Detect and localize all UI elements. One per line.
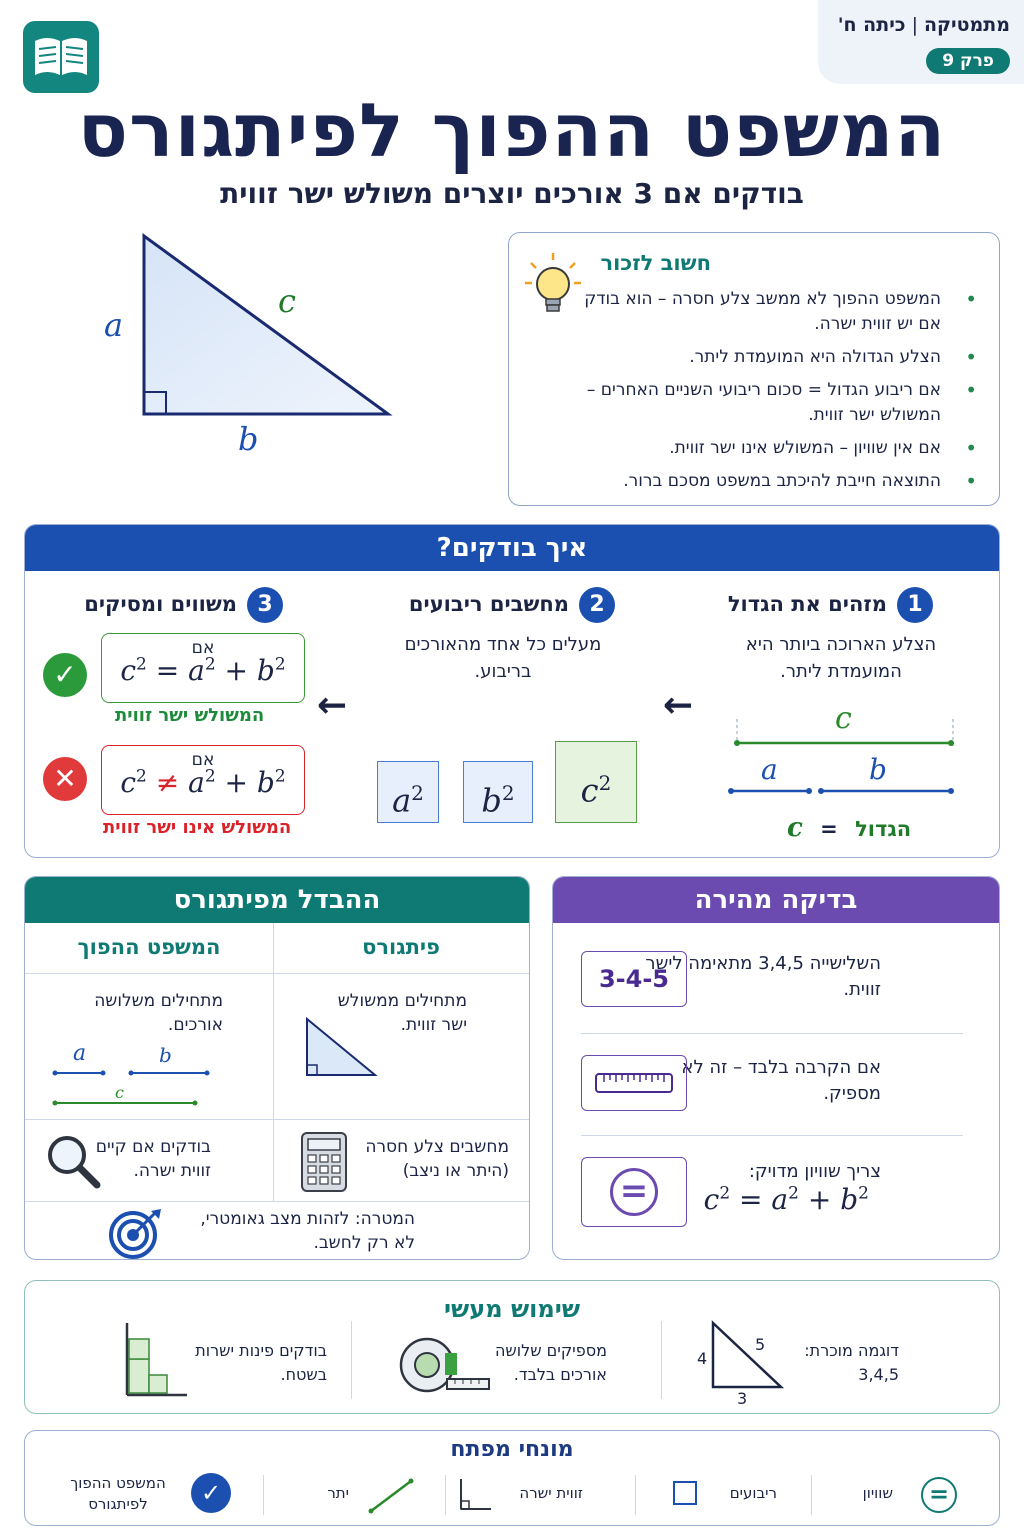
exact-equation: $c^2 = a^2 + b^2$ bbox=[703, 1183, 869, 1216]
tape-measure-icon bbox=[397, 1331, 497, 1405]
square-icon bbox=[673, 1481, 697, 1505]
remember-box bbox=[508, 232, 1000, 506]
side-4-label: 4 bbox=[697, 1349, 708, 1368]
square-b-exp: 2 bbox=[501, 781, 515, 805]
seg-a-label: a bbox=[73, 1041, 87, 1066]
diff-title: ההבדל מפיתגורס bbox=[25, 877, 529, 923]
practical-section bbox=[24, 1280, 1000, 1414]
no-label: המשולש אינו ישר זווית bbox=[103, 817, 292, 838]
page-title: המשפט ההפוך לפיתגורס bbox=[77, 88, 947, 174]
side-3-label: 3 bbox=[737, 1389, 748, 1408]
how-title: איך בודקים? bbox=[25, 525, 999, 571]
square-a bbox=[377, 761, 439, 823]
side-a-label: a bbox=[104, 306, 124, 344]
chapter-pill: פרק 9 bbox=[926, 48, 1010, 74]
equation-no-box bbox=[101, 745, 305, 815]
subject: מתמטיקה bbox=[923, 14, 1010, 36]
book-icon bbox=[23, 21, 99, 93]
ok-label: המשולש ישר זווית bbox=[115, 705, 265, 726]
exact-text: צריך שוויון מדויק: bbox=[748, 1161, 881, 1182]
tape-text: מספיקים שלושה אורכים בלבד. bbox=[494, 1341, 607, 1384]
term-hypotenuse: יתר bbox=[327, 1484, 349, 1502]
step1-c-label: c bbox=[835, 701, 852, 736]
biggest-equals: = bbox=[820, 817, 838, 841]
step1-title bbox=[728, 587, 933, 623]
seg-c-label: c bbox=[115, 1083, 124, 1102]
term-equality: שוויון bbox=[862, 1484, 893, 1502]
arrow-left-icon: ← bbox=[663, 685, 694, 726]
quick-title: בדיקה מהירה bbox=[553, 877, 999, 923]
quick-check-section bbox=[552, 876, 1000, 1260]
arrow-left-icon: ← bbox=[317, 685, 348, 726]
key-terms-section bbox=[24, 1430, 1000, 1526]
conv-check: בודקים אם קיים זווית ישרה. bbox=[95, 1137, 211, 1181]
square-c-exp: 2 bbox=[598, 771, 612, 795]
x-icon: ✕ bbox=[43, 757, 87, 801]
remember-item: • אם ריבוע הגדול = סכום ריבועי השניים האחרים – המשולש ישר זווית. bbox=[557, 378, 977, 428]
term-squares: ריבועים bbox=[729, 1484, 777, 1502]
step3-number: 3 bbox=[247, 587, 283, 623]
subject-grade: מתמטיקה|כיתה ח' bbox=[837, 14, 1010, 36]
target-icon bbox=[107, 1207, 163, 1259]
col-pythagoras: פיתגורס bbox=[362, 935, 440, 959]
biggest-label bbox=[787, 813, 911, 843]
step2-text: מעלים כל אחד מהאורכים בריבוע. bbox=[404, 634, 602, 682]
conv-start: מתחילים משלושה אורכים. bbox=[94, 991, 223, 1035]
difference-section bbox=[24, 876, 530, 1260]
goal-label: המטרה: bbox=[354, 1209, 415, 1229]
practical-title: שימוש מעשי bbox=[443, 1295, 581, 1323]
biggest-var: c bbox=[787, 813, 803, 843]
right-angle-icon bbox=[457, 1477, 493, 1513]
triangle-shape bbox=[144, 236, 388, 414]
equals-icon bbox=[581, 1157, 687, 1227]
square-c bbox=[555, 741, 637, 823]
check-circle-icon: ✓ bbox=[191, 1473, 231, 1513]
remember-title: חשוב לזכור bbox=[600, 251, 711, 275]
magnifier-icon bbox=[43, 1131, 103, 1191]
grade: כיתה ח' bbox=[837, 14, 906, 36]
step1-b-label: b bbox=[869, 753, 887, 786]
equals-symbol: = bbox=[610, 1168, 658, 1216]
term-right-angle: זווית ישרה bbox=[519, 1484, 583, 1502]
how-to-check-section bbox=[24, 524, 1000, 858]
square-c-var: c bbox=[580, 771, 599, 810]
seg-b-label: b bbox=[159, 1043, 172, 1067]
remember-item: • הצלע הגדולה היא המועמדת ליתר. bbox=[557, 345, 977, 370]
goal bbox=[175, 1207, 415, 1255]
biggest-word: הגדול bbox=[855, 817, 912, 841]
step1-title-text: מזהים את הגדול bbox=[727, 592, 887, 616]
if-word: אם bbox=[191, 638, 215, 658]
remember-list bbox=[557, 287, 977, 502]
triple-badge: 3-4-5 bbox=[581, 951, 687, 1007]
step1-text: הצלע הארוכה ביותר היא המועמדת ליתר. bbox=[745, 634, 937, 682]
remember-item: • התוצאה חייבת להיכתב במשפט מסכם ברור. bbox=[557, 469, 977, 494]
pyth-start: מתחילים ממשולש ישר זווית. bbox=[337, 991, 467, 1035]
key-terms-title: מונחי מפתח bbox=[450, 1437, 574, 1462]
step2-number: 2 bbox=[579, 587, 615, 623]
field-text: בודקים פינות ישרות בשטח. bbox=[195, 1341, 327, 1384]
step1-a-label: a bbox=[761, 753, 778, 786]
check-icon: ✓ bbox=[43, 653, 87, 697]
square-b-var: b bbox=[481, 781, 502, 820]
equation-no: $c^2 \ne a^2 + b^2$ bbox=[120, 766, 286, 799]
hypotenuse-icon bbox=[367, 1477, 415, 1515]
small-triangle-icon bbox=[301, 1015, 381, 1079]
approx-text: אם הקרבה בלבד – זה לא מספיק. bbox=[681, 1057, 881, 1104]
step1-number: 1 bbox=[897, 587, 933, 623]
col-converse: המשפט ההפוך bbox=[77, 935, 221, 959]
step3-title bbox=[84, 587, 283, 623]
pyth-calc: מחשבים צלע חסרה (היתר או ניצב) bbox=[365, 1137, 509, 1181]
side-b-label: b bbox=[238, 420, 259, 458]
side-c-label: c bbox=[278, 282, 296, 320]
triple-text: השלישייה 3,4,5 מתאימה לישר זווית. bbox=[645, 953, 881, 1000]
goal-text: לזהות מצב גאומטרי, לא רק לחשב. bbox=[200, 1209, 415, 1253]
if-word: אם bbox=[191, 750, 215, 770]
term-converse: המשפט ההפוך לפיתגורס bbox=[70, 1474, 166, 1513]
square-a-exp: 2 bbox=[411, 781, 424, 805]
remember-item: • אם אין שוויון – המשולש אינו ישר זווית. bbox=[557, 436, 977, 461]
ruler-icon bbox=[581, 1055, 687, 1111]
calculator-icon bbox=[299, 1131, 349, 1193]
step2-title bbox=[409, 587, 615, 623]
remember-item: • המשפט ההפוך לא ממשב צלע חסרה – הוא בודק אם יש זווית ישרה. bbox=[557, 287, 977, 337]
square-b bbox=[463, 761, 533, 823]
field-corners-icon bbox=[121, 1319, 191, 1399]
equation-ok-box bbox=[101, 633, 305, 703]
step3-title-text: משווים ומסיקים bbox=[84, 592, 237, 616]
header-badge bbox=[818, 0, 1024, 84]
equality-icon: = bbox=[921, 1477, 957, 1513]
step2-title-text: מחשבים ריבועים bbox=[408, 592, 569, 616]
example-text: דוגמה מוכרת: 3,4,5 bbox=[804, 1341, 899, 1384]
side-5-label: 5 bbox=[755, 1335, 766, 1354]
page-subtitle: בודקים אם 3 אורכים יוצרים משולש ישר זווית bbox=[220, 177, 804, 210]
square-a-var: a bbox=[392, 781, 412, 820]
equation-ok: $c^2 = a^2 + b^2$ bbox=[120, 654, 286, 687]
